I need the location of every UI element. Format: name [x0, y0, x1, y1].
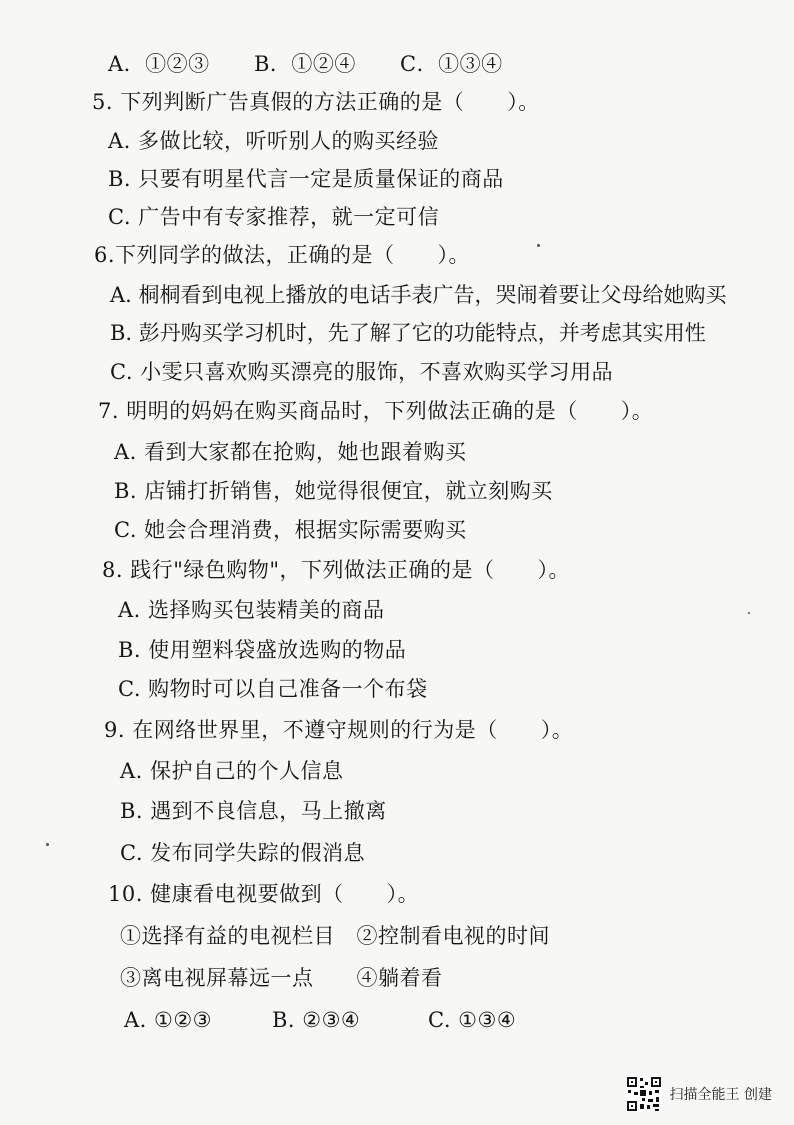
q10-options	[124, 1006, 516, 1034]
q5-stem: 5. 下列判断广告真假的方法正确的是（ ）。	[92, 90, 540, 114]
q10-option-a: A. ①②③	[124, 1008, 212, 1032]
q4-option-a: A．①②③	[108, 52, 210, 76]
q4-options	[108, 50, 503, 78]
scan-speck	[46, 843, 49, 846]
q7-stem: 7. 明明的妈妈在购买商品时，下列做法正确的是（ ）。	[98, 399, 654, 423]
q10-item-line-1: ①选择有益的电视栏目 ②控制看电视的时间	[120, 924, 550, 948]
q4-option-b: B．①②④	[254, 52, 356, 76]
q9-option-a: A. 保护自己的个人信息	[120, 759, 344, 783]
q4-option-c: C．①③④	[400, 52, 503, 76]
q6-option-b: B. 彭丹购买学习机时，先了解了它的功能特点，并考虑其实用性	[110, 321, 706, 345]
q8-stem: 8. 践行"绿色购物"，下列做法正确的是（ ）。	[102, 558, 571, 582]
q5-option-a: A. 多做比较，听听别人的购买经验	[108, 129, 440, 153]
scan-speck	[748, 612, 750, 614]
scanner-watermark	[626, 1076, 772, 1112]
q7-option-b: B. 店铺打折销售，她觉得很便宜，就立刻购买	[114, 479, 553, 503]
q7-option-a: A. 看到大家都在抢购，她也跟着购买	[114, 440, 467, 464]
q5-option-c: C. 广告中有专家推荐，就一定可信	[108, 205, 440, 229]
q8-option-c: C. 购物时可以自己准备一个布袋	[118, 677, 428, 701]
q10-item-line-2: ③离电视屏幕远一点 ④躺着看	[120, 966, 443, 990]
qr-code-icon	[626, 1076, 662, 1112]
q6-option-a: A. 桐桐看到电视上播放的电话手表广告，哭闹着要让父母给她购买	[110, 283, 727, 307]
q9-stem: 9. 在网络世界里，不遵守规则的行为是（ ）。	[104, 718, 574, 742]
q10-option-c: C. ①③④	[428, 1008, 517, 1032]
scanner-watermark-text: 扫描全能王 创建	[669, 1087, 772, 1103]
q10-stem: 10. 健康看电视要做到（ ）。	[108, 882, 420, 906]
q9-option-c: C. 发布同学失踪的假消息	[120, 841, 366, 865]
q7-option-c: C. 她会合理消费，根据实际需要购买	[114, 518, 467, 542]
q10-option-b: B. ②③④	[272, 1008, 361, 1032]
q9-option-b: B. 遇到不良信息，马上撤离	[120, 799, 387, 823]
scan-speck	[537, 244, 540, 247]
q8-option-b: B. 使用塑料袋盛放选购的物品	[118, 638, 407, 662]
q8-option-a: A. 选择购买包装精美的商品	[118, 598, 385, 622]
q6-option-c: C. 小雯只喜欢购买漂亮的服饰，不喜欢购买学习用品	[110, 360, 614, 384]
q5-option-b: B. 只要有明星代言一定是质量保证的商品	[108, 167, 504, 191]
q6-stem: 6.下列同学的做法，正确的是（ ）。	[94, 243, 471, 267]
